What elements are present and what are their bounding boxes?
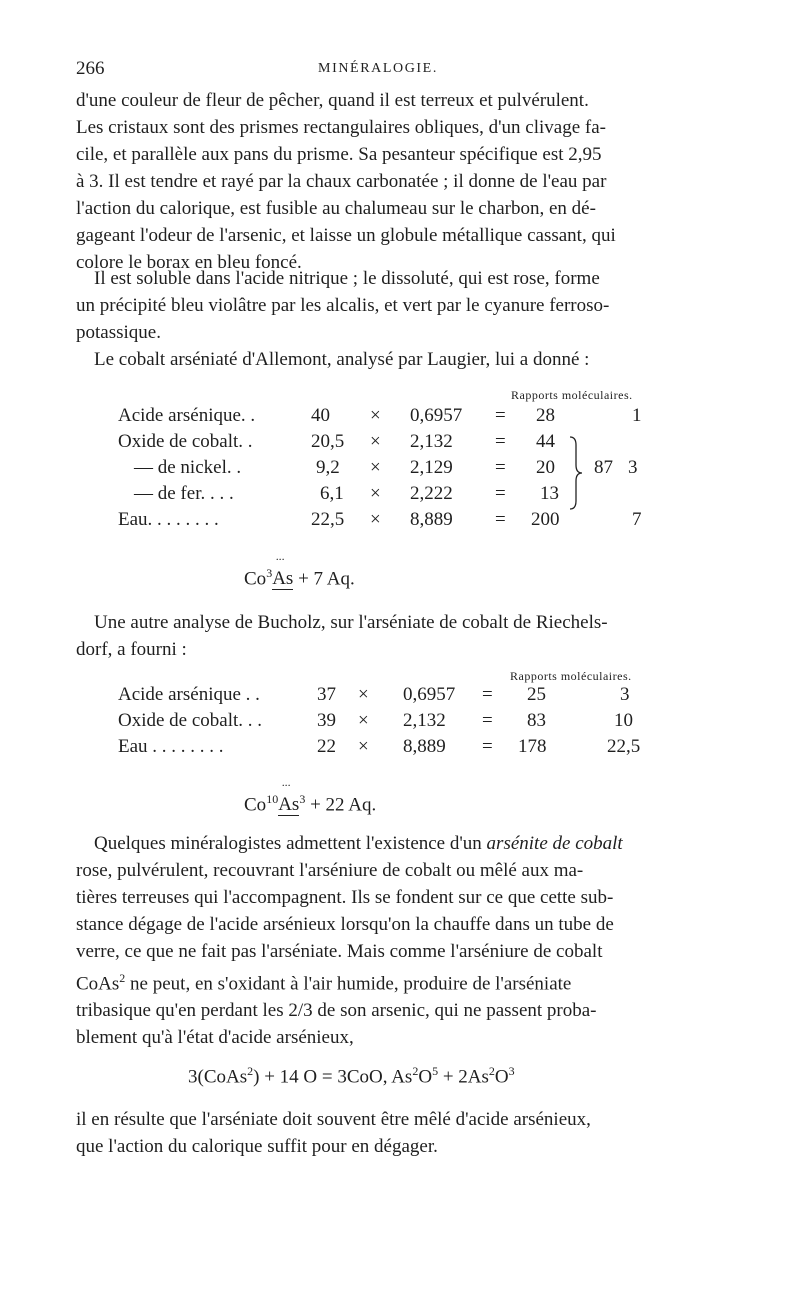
text-line: dorf, a fourni : xyxy=(76,639,187,660)
equals-sign: = xyxy=(482,684,493,705)
component-name: — de nickel. . xyxy=(134,457,242,478)
eq-sup: 2 xyxy=(488,1064,495,1078)
formula-acid: As xyxy=(272,568,294,590)
eq-sup: 2 xyxy=(412,1064,419,1078)
equals-sign: = xyxy=(495,405,506,426)
text-line: verre, ce que ne fait pas l'arséniate. Mais comme l'arséniure de cobalt xyxy=(76,941,603,962)
molecular-ratio: 3 xyxy=(628,457,638,478)
formula-rest: + 7 Aq. xyxy=(293,568,355,590)
times-sign: × xyxy=(370,457,381,478)
equals-sign: = xyxy=(495,457,506,478)
molecular-ratio: 1 xyxy=(632,405,642,426)
text-line: à 3. Il est tendre et rayé par la chaux carbonatée ; il donne de l'eau par xyxy=(76,171,607,192)
text-line: tribasique qu'en perdant les 2/3 de son arsenic, qui ne passent proba- xyxy=(76,1000,597,1022)
equals-sign: = xyxy=(495,509,506,530)
times-sign: × xyxy=(370,509,381,530)
percentage: 20,5 xyxy=(311,431,345,452)
times-sign: × xyxy=(370,483,381,504)
percentage: 22,5 xyxy=(311,509,345,530)
text-line: potassique. xyxy=(76,322,161,343)
analysis-2-intro xyxy=(76,609,682,663)
text-line: cile, et parallèle aux pans du prisme. Sa pesanteur spécifique est 2,95 xyxy=(76,144,602,165)
group-sum: 87 xyxy=(594,457,613,478)
text-line: blement qu'à l'état d'acide arsénieux, xyxy=(76,1027,354,1049)
component-name: Eau. . . . . . . . xyxy=(118,509,219,530)
text-line: Le cobalt arséniaté d'Allemont, analysé par Laugier, lui a donné : xyxy=(94,349,590,370)
times-sign: × xyxy=(370,405,381,426)
text-line: que l'action du calorique suffit pour en dégager. xyxy=(76,1136,438,1157)
equals-sign: = xyxy=(482,710,493,731)
text-line: un précipité bleu violâtre par les alcalis, et vert par le cyanure ferroso- xyxy=(76,295,610,316)
formula-rest: + 22 Aq. xyxy=(305,794,377,816)
formula-base: Co xyxy=(244,568,267,590)
italic-term: arsénite de cobalt xyxy=(486,833,623,854)
formula-base: Co xyxy=(244,794,267,816)
times-sign: × xyxy=(358,736,369,757)
percentage: 9,2 xyxy=(316,457,340,478)
molecular-ratio: 22,5 xyxy=(607,736,641,757)
text-span: CoAs xyxy=(76,973,120,995)
text-line xyxy=(76,965,682,997)
intro-paragraph xyxy=(76,87,682,276)
formula-dots: · · · xyxy=(275,552,284,567)
text-line: l'action du calorique, est fusible au chalumeau sur le charbon, en dé- xyxy=(76,198,596,219)
component-name: Acide arsénique. . xyxy=(118,405,256,426)
molecular-ratio: 10 xyxy=(614,710,633,731)
text-line: Il est soluble dans l'acide nitrique ; le dissoluté, qui est rose, forme xyxy=(94,268,600,289)
percentage: 39 xyxy=(317,710,336,731)
eq-part: ) + 14 O = 3CoO, As xyxy=(253,1066,413,1088)
ratio-header-2: Rapports moléculaires. xyxy=(510,669,632,683)
superscript: 2 xyxy=(119,971,126,985)
molecular-ratio: 3 xyxy=(620,684,630,705)
equals-sign: = xyxy=(495,483,506,504)
equals-sign: = xyxy=(495,431,506,452)
factor: 8,889 xyxy=(410,509,453,530)
formula-acid: As xyxy=(278,794,300,816)
component-name: Oxide de cobalt. . xyxy=(118,431,253,452)
text-span: Quelques minéralogistes admettent l'existence d'un xyxy=(94,833,487,854)
text-line: Les cristaux sont des prismes rectangulaires obliques, d'un clivage fa- xyxy=(76,117,606,138)
component-name: Oxide de cobalt. . . xyxy=(118,710,263,731)
times-sign: × xyxy=(358,710,369,731)
factor: 0,6957 xyxy=(410,405,463,426)
text-line: tières terreuses qui l'accompagnent. Ils se fondent sur ce que cette sub- xyxy=(76,887,614,908)
percentage: 6,1 xyxy=(320,483,344,504)
eq-part: O xyxy=(418,1066,433,1088)
eq-sup: 2 xyxy=(247,1064,254,1078)
page-header xyxy=(76,58,680,84)
component-name: Eau . . . . . . . . xyxy=(118,736,224,757)
text-line xyxy=(76,830,682,857)
factor: 2,132 xyxy=(403,710,446,731)
formula-sup: 3 xyxy=(266,566,273,580)
times-sign: × xyxy=(370,431,381,452)
text-span: ne peut, en s'oxidant à l'air humide, produire de l'arséniate xyxy=(125,973,572,995)
ratio-header-1: Rapports moléculaires. xyxy=(511,388,633,402)
eq-sup: 3 xyxy=(508,1064,515,1078)
eq-sup: 5 xyxy=(432,1064,439,1078)
solubility-paragraph xyxy=(76,265,682,346)
running-title: MINÉRALOGIE. xyxy=(318,61,438,76)
formula-acid-sub: 3 xyxy=(299,792,306,806)
molecular-ratio: 7 xyxy=(632,509,642,530)
analysis-1-intro xyxy=(76,346,682,373)
result: 44 xyxy=(536,431,555,452)
text-line: colore le borax en bleu foncé. xyxy=(76,252,302,273)
text-line: stance dégage de l'acide arsénieux lorsqu'on la chauffe dans un tube de xyxy=(76,914,614,935)
eq-part: O xyxy=(494,1066,509,1088)
text-line: rose, pulvérulent, recouvrant l'arséniure de cobalt ou mêlé aux ma- xyxy=(76,860,584,881)
result: 25 xyxy=(527,684,546,705)
result: 83 xyxy=(527,710,546,731)
formula-sup: 10 xyxy=(266,792,279,806)
component-name: Acide arsénique . . xyxy=(118,684,260,705)
factor: 2,129 xyxy=(410,457,453,478)
text-line: il en résulte que l'arséniate doit souvent être mêlé d'acide arsénieux, xyxy=(76,1109,591,1130)
percentage: 22 xyxy=(317,736,336,757)
percentage: 40 xyxy=(311,405,330,426)
text-line: d'une couleur de fleur de pêcher, quand il est terreux et pulvérulent. xyxy=(76,90,589,111)
text-line: Une autre analyse de Bucholz, sur l'arséniate de cobalt de Riechels- xyxy=(94,612,608,633)
chemical-equation xyxy=(188,1064,515,1088)
factor: 8,889 xyxy=(403,736,446,757)
conclusion-paragraph xyxy=(76,1106,682,1160)
page-number: 266 xyxy=(76,58,105,79)
eq-part: + 2As xyxy=(438,1066,489,1088)
result: 200 xyxy=(531,509,560,530)
arsenite-paragraph xyxy=(76,830,682,1051)
eq-part: 3(CoAs xyxy=(188,1066,248,1088)
formula-2 xyxy=(244,778,377,816)
equals-sign: = xyxy=(482,736,493,757)
times-sign: × xyxy=(358,684,369,705)
factor: 2,222 xyxy=(410,483,453,504)
curly-brace xyxy=(566,435,586,511)
factor: 0,6957 xyxy=(403,684,456,705)
formula-1 xyxy=(244,552,355,590)
factor: 2,132 xyxy=(410,431,453,452)
result: 20 xyxy=(536,457,555,478)
percentage: 37 xyxy=(317,684,336,705)
result: 13 xyxy=(540,483,559,504)
formula-dots: · · · xyxy=(281,778,290,793)
result: 178 xyxy=(518,736,547,757)
text-line: gageant l'odeur de l'arsenic, et laisse un globule métallique cassant, qui xyxy=(76,225,616,246)
component-name: — de fer. . . . xyxy=(134,483,234,504)
result: 28 xyxy=(536,405,555,426)
